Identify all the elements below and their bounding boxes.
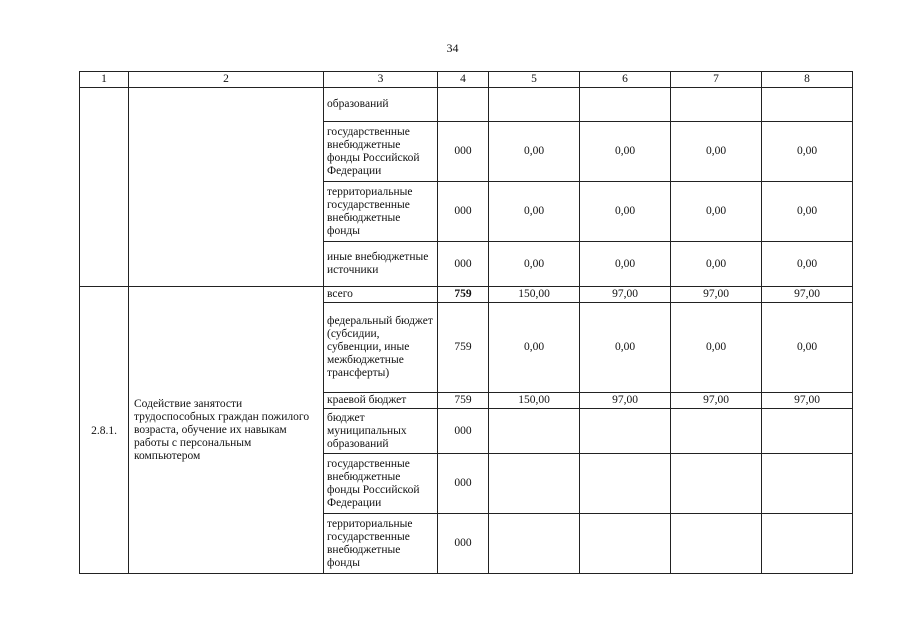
column-header: 3 <box>324 72 438 88</box>
code-cell: 000 <box>438 242 489 287</box>
source-cell: иные внебюджетные источники <box>324 242 438 287</box>
source-cell: образований <box>324 88 438 122</box>
value-cell: 0,00 <box>489 242 580 287</box>
value-cell: 0,00 <box>762 182 853 242</box>
item-title: Содействие занятости трудоспособных граждан пожилого возраста, обучение их навыкам работы с персональным компьютером <box>129 287 324 574</box>
column-header: 1 <box>80 72 129 88</box>
value-cell <box>671 88 762 122</box>
value-cell <box>580 514 671 574</box>
code-cell: 000 <box>438 409 489 454</box>
value-cell: 0,00 <box>580 122 671 182</box>
value-cell <box>489 454 580 514</box>
code-cell: 759 <box>438 303 489 393</box>
page-number: 34 <box>446 41 459 55</box>
value-cell: 0,00 <box>489 303 580 393</box>
column-header: 6 <box>580 72 671 88</box>
value-cell <box>762 454 853 514</box>
budget-table <box>79 71 853 574</box>
source-cell: всего <box>324 287 438 303</box>
value-cell <box>671 409 762 454</box>
column-header: 5 <box>489 72 580 88</box>
value-cell: 97,00 <box>671 287 762 303</box>
source-cell: бюджет муниципальных образований <box>324 409 438 454</box>
value-cell: 97,00 <box>762 393 853 409</box>
column-header: 8 <box>762 72 853 88</box>
value-cell <box>489 409 580 454</box>
code-cell: 000 <box>438 454 489 514</box>
empty-title-cell <box>129 88 324 287</box>
item-number: 2.8.1. <box>80 287 129 574</box>
value-cell <box>762 88 853 122</box>
source-cell: территориальные государственные внебюджетные фонды <box>324 514 438 574</box>
value-cell <box>489 514 580 574</box>
code-cell: 000 <box>438 182 489 242</box>
value-cell: 0,00 <box>762 242 853 287</box>
value-cell: 97,00 <box>580 393 671 409</box>
value-cell <box>580 88 671 122</box>
value-cell: 0,00 <box>671 242 762 287</box>
column-header: 7 <box>671 72 762 88</box>
value-cell: 97,00 <box>762 287 853 303</box>
value-cell: 150,00 <box>489 393 580 409</box>
value-cell: 0,00 <box>489 182 580 242</box>
value-cell <box>580 409 671 454</box>
value-cell: 97,00 <box>580 287 671 303</box>
column-header: 4 <box>438 72 489 88</box>
value-cell: 0,00 <box>671 182 762 242</box>
code-cell: 759 <box>438 287 489 303</box>
empty-number-cell <box>80 88 129 287</box>
value-cell <box>489 88 580 122</box>
value-cell <box>580 454 671 514</box>
value-cell: 150,00 <box>489 287 580 303</box>
table-row <box>80 287 853 303</box>
value-cell: 0,00 <box>580 182 671 242</box>
value-cell <box>762 409 853 454</box>
value-cell <box>762 514 853 574</box>
source-cell: краевой бюджет <box>324 393 438 409</box>
source-cell: государственные внебюджетные фонды Российской Федерации <box>324 122 438 182</box>
header-row <box>80 72 853 88</box>
source-cell: федеральный бюджет (субсидии, субвенции, иные межбюджетные трансферты) <box>324 303 438 393</box>
value-cell: 0,00 <box>580 303 671 393</box>
value-cell: 0,00 <box>762 122 853 182</box>
value-cell: 0,00 <box>671 303 762 393</box>
source-cell: государственные внебюджетные фонды Российской Федерации <box>324 454 438 514</box>
code-cell: 000 <box>438 514 489 574</box>
value-cell: 97,00 <box>671 393 762 409</box>
value-cell: 0,00 <box>580 242 671 287</box>
value-cell <box>671 454 762 514</box>
table-row <box>80 88 853 122</box>
value-cell: 0,00 <box>762 303 853 393</box>
value-cell: 0,00 <box>489 122 580 182</box>
code-cell: 759 <box>438 393 489 409</box>
value-cell: 0,00 <box>671 122 762 182</box>
value-cell <box>671 514 762 574</box>
source-cell: территориальные государственные внебюджетные фонды <box>324 182 438 242</box>
code-cell <box>438 88 489 122</box>
code-cell: 000 <box>438 122 489 182</box>
column-header: 2 <box>129 72 324 88</box>
